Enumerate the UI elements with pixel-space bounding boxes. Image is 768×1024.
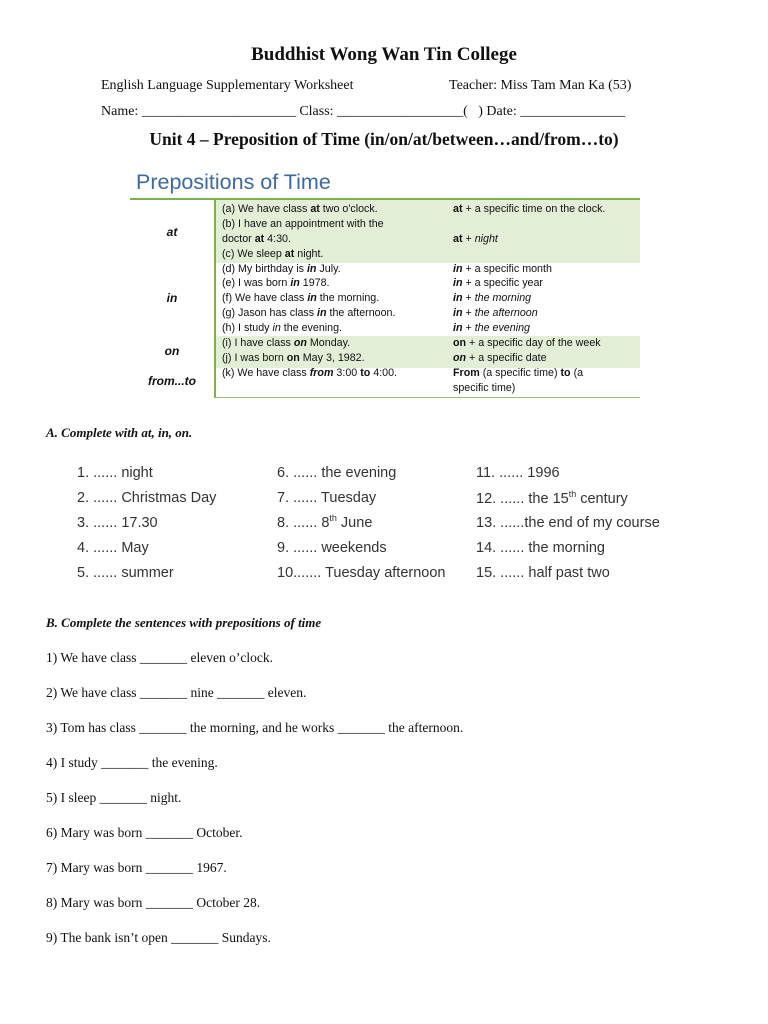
example-h: (h) I study in the evening. xyxy=(222,322,343,334)
rule-in-afternoon: in + the afternoon xyxy=(453,307,538,319)
unit-title: Unit 4 – Preposition of Time (in/on/at/between…and/from…to) xyxy=(149,129,619,149)
sentence-6: 6) Mary was born _______ October. xyxy=(46,825,243,840)
example-a: (a) We have class at two o'clock. xyxy=(222,203,378,215)
exercise-item-7: 7. ...... Tuesday xyxy=(277,490,377,506)
school-name: Buddhist Wong Wan Tin College xyxy=(251,44,517,65)
exercise-item-9: 9. ...... weekends xyxy=(277,540,387,556)
exercise-item-2: 2. ...... Christmas Day xyxy=(77,490,217,506)
exercise-item-15: 15. ...... half past two xyxy=(476,565,610,581)
table-title: Prepositions of Time xyxy=(136,170,331,194)
rule-in-year: in + a specific year xyxy=(453,277,543,289)
exercise-item-12: 12. ...... the 15th century xyxy=(476,489,628,507)
worksheet-title: English Language Supplementary Worksheet xyxy=(101,78,354,93)
example-e: (e) I was born in 1978. xyxy=(222,277,330,289)
exercise-item-11: 11. ...... 1996 xyxy=(476,465,560,481)
group-label-from-to: from...to xyxy=(148,374,196,388)
sentence-5: 5) I sleep _______ night. xyxy=(46,790,182,805)
class-label: Class: xyxy=(299,104,334,119)
sentence-8: 8) Mary was born _______ October 28. xyxy=(46,895,261,910)
exercise-item-4: 4. ...... May xyxy=(77,540,149,556)
sentence-2: 2) We have class _______ nine _______ eleven. xyxy=(46,685,307,700)
group-label-on: on xyxy=(164,344,180,358)
example-b: (b) I have an appointment with the xyxy=(222,218,384,230)
rule-in-evening: in + the evening xyxy=(453,322,530,334)
sentence-4: 4) I study _______ the evening. xyxy=(46,755,218,770)
example-f: (f) We have class in the morning. xyxy=(222,292,380,304)
name-blank: ______________________ xyxy=(141,104,296,119)
sentence-9: 9) The bank isn’t open _______ Sundays. xyxy=(46,930,271,945)
example-d: (d) My birthday is in July. xyxy=(222,263,341,275)
group-label-at: at xyxy=(166,225,178,239)
rule-from-to: From (a specific time) to (a xyxy=(453,367,584,379)
example-b-cont: doctor at 4:30. xyxy=(222,233,291,245)
example-i: (i) I have class on Monday. xyxy=(222,337,351,349)
example-k: (k) We have class from 3:00 to 4:00. xyxy=(222,367,398,379)
rule-at-night: at + night xyxy=(453,233,498,245)
exercise-item-5: 5. ...... summer xyxy=(77,565,174,581)
date-label: ) Date: xyxy=(478,104,517,119)
exercise-item-14: 14. ...... the morning xyxy=(476,540,605,556)
exercise-item-6: 6. ...... the evening xyxy=(277,465,397,481)
rule-on-date: on + a specific date xyxy=(453,352,547,364)
teacher-name: Teacher: Miss Tam Man Ka (53) xyxy=(449,78,632,93)
example-g: (g) Jason has class in the afternoon. xyxy=(222,307,396,319)
table-top-rule xyxy=(130,198,640,200)
prepositions-table xyxy=(130,198,640,398)
rule-in-morning: in + the morning xyxy=(453,292,532,304)
exercise-item-13: 13. ......the end of my course xyxy=(476,515,660,531)
exercise-item-3: 3. ...... 17.30 xyxy=(77,515,158,531)
sentence-7: 7) Mary was born _______ 1967. xyxy=(46,860,227,875)
example-c: (c) We sleep at night. xyxy=(222,248,324,260)
rule-from-to-cont: specific time) xyxy=(453,382,516,394)
sentence-3: 3) Tom has class _______ the morning, and he works _______ the afternoon. xyxy=(46,720,464,735)
rule-at-clock: at + a specific time on the clock. xyxy=(453,203,606,215)
section-a-title: A. Complete with at, in, on. xyxy=(46,425,193,440)
exercise-item-1: 1. ...... night xyxy=(77,465,153,481)
example-j: (j) I was born on May 3, 1982. xyxy=(222,352,365,364)
exercise-item-10: 10....... Tuesday afternoon xyxy=(277,565,446,581)
table-bottom-rule xyxy=(214,397,640,398)
rule-on-day: on + a specific day of the week xyxy=(453,337,601,349)
rule-in-month: in + a specific month xyxy=(453,263,552,275)
group-label-in: in xyxy=(166,291,178,305)
table-divider xyxy=(214,198,216,398)
exercise-item-8: 8. ...... 8th June xyxy=(277,513,373,531)
section-b-title: B. Complete the sentences with prepositions of time xyxy=(46,615,322,630)
class-blank: __________________( xyxy=(337,104,468,119)
name-field xyxy=(101,104,625,120)
sentence-1: 1) We have class _______ eleven o’clock. xyxy=(46,650,273,665)
date-blank: _______________ xyxy=(520,104,626,119)
name-label: Name: xyxy=(101,104,139,119)
